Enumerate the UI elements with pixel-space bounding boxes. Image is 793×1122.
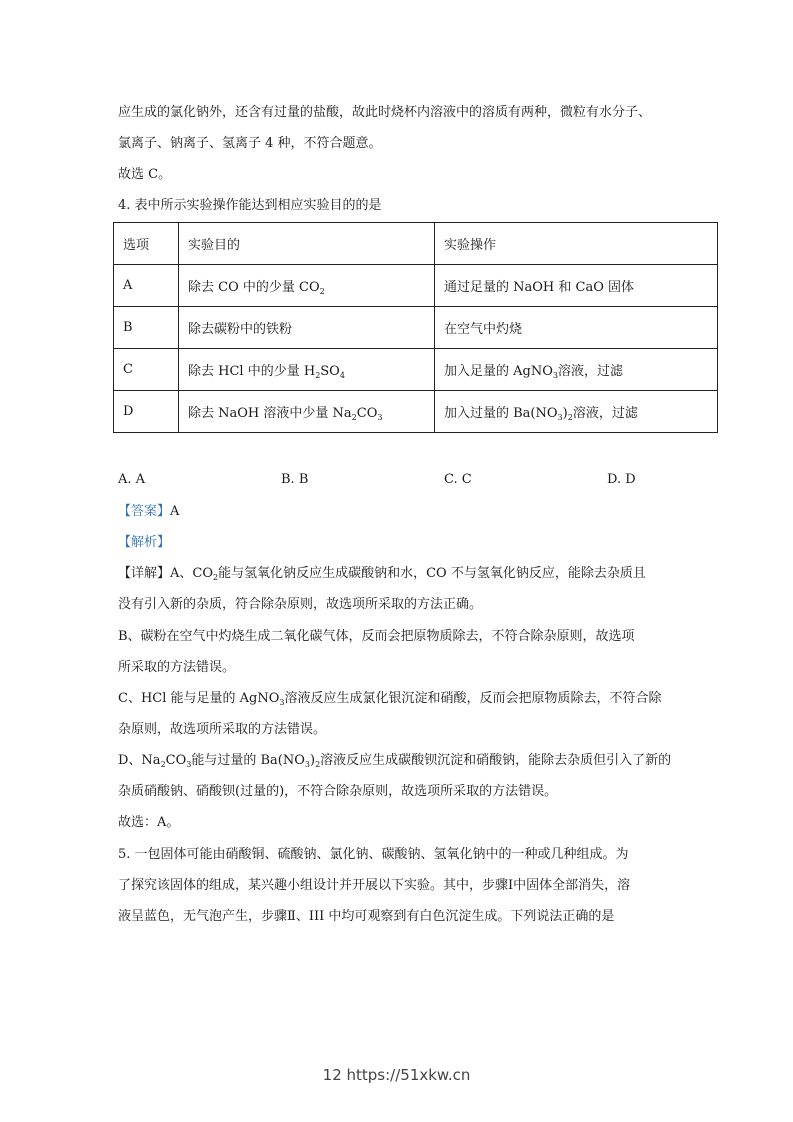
page-footer: 12 https://51xkw.cn <box>322 1066 471 1084</box>
row-operation: 在空气中灼烧 <box>435 307 718 349</box>
row-goal: 除去碳粉中的铁粉 <box>179 307 435 349</box>
detail-b-line-1: B、碳粉在空气中灼烧生成二氧化碳气体，反而会把原物质除去，不符合除杂原则，故选项 <box>118 629 635 644</box>
row-option: C <box>114 349 179 391</box>
row-goal: 除去 HCl 中的少量 $H_2SO_4$ <box>179 349 435 391</box>
header-goal: 实验目的 <box>179 223 435 265</box>
choice-a: A. A <box>118 472 146 487</box>
row-option: D <box>114 391 179 433</box>
detail-conclusion: 故选：A。 <box>118 815 180 830</box>
table-row <box>114 265 718 307</box>
detail-c-line-1: C、HCl 能与足量的 AgNO$_3$溶液反应生成氯化银沉淀和硝酸，反而会把原物质除去，不符合除 <box>118 691 662 707</box>
row-operation: 加入足量的 AgNO$_3$溶液，过滤 <box>435 349 718 391</box>
table-header-row <box>114 223 718 265</box>
intro-line-2: 氯离子、钠离子、氢离子 4 种，不符合题意。 <box>118 136 382 151</box>
detail-d-line-2: 杂质硝酸钠、硝酸钡(过量的)，不符合除杂原则，故选项所采取的方法错误。 <box>118 784 558 799</box>
table-row <box>114 307 718 349</box>
detail-a-line-1: 【详解】A、$CO_2$能与氢氧化钠反应生成碳酸钠和水，CO 不与氢氧化钠反应，能除去杂质且 <box>118 566 646 582</box>
choice-d: D. D <box>607 472 636 487</box>
row-goal: 除去 NaOH 溶液中少量 $Na_2CO_3$ <box>179 391 435 433</box>
choice-b: B. B <box>281 472 309 487</box>
intro-conclusion: 故选 C。 <box>118 167 172 182</box>
row-operation: 通过足量的 NaOH 和 CaO 固体 <box>435 265 718 307</box>
answer-value: A <box>170 504 180 519</box>
detail-a-line-2: 没有引入新的杂质，符合除杂原则，故选项所采取的方法正确。 <box>118 597 483 612</box>
row-goal: 除去 CO 中的少量 $CO_2$ <box>179 265 435 307</box>
question-5-line-2: 了探究该固体的组成，某兴趣小组设计并开展以下实验。其中，步骤Ⅰ中固体全部消失，溶 <box>118 878 631 893</box>
detail-d-line-1: D、$Na_2CO_3$能与过量的 $Ba(NO_3)_2$溶液反应生成碳酸钡沉淀和硝酸钠，能除去杂质但引入了新的 <box>118 753 672 769</box>
row-option: A <box>114 265 179 307</box>
table-row <box>114 391 718 433</box>
detail-b-line-2: 所采取的方法错误。 <box>118 660 236 675</box>
analysis-label: 【解析】 <box>118 535 171 550</box>
answer-label: 【答案】 <box>118 504 171 519</box>
question-5-line-3: 液呈蓝色，无气泡产生，步骤Ⅱ、III 中均可观察到有白色沉淀生成。下列说法正确的是 <box>118 909 615 924</box>
header-option: 选项 <box>114 223 179 265</box>
choice-c: C. C <box>444 472 472 487</box>
question-4-stem: 4. 表中所示实验操作能达到相应实验目的的是 <box>118 198 382 213</box>
row-operation: 加入过量的 $Ba(NO_3)_2$溶液，过滤 <box>435 391 718 433</box>
table-row <box>114 349 718 391</box>
header-operation: 实验操作 <box>435 223 718 265</box>
intro-line-1: 应生成的氯化钠外，还含有过量的盐酸，故此时烧杯内溶液中的溶质有两种，微粒有水分子、 <box>118 105 652 120</box>
question-5-line-1: 5. 一包固体可能由硝酸铜、硫酸钠、氯化钠、碳酸钠、氢氧化钠中的一种或几种组成。为 <box>118 847 629 862</box>
answer-line <box>118 503 179 521</box>
row-option: B <box>114 307 179 349</box>
experiment-table <box>113 222 718 433</box>
detail-c-line-2: 杂原则，故选项所采取的方法错误。 <box>118 722 327 737</box>
